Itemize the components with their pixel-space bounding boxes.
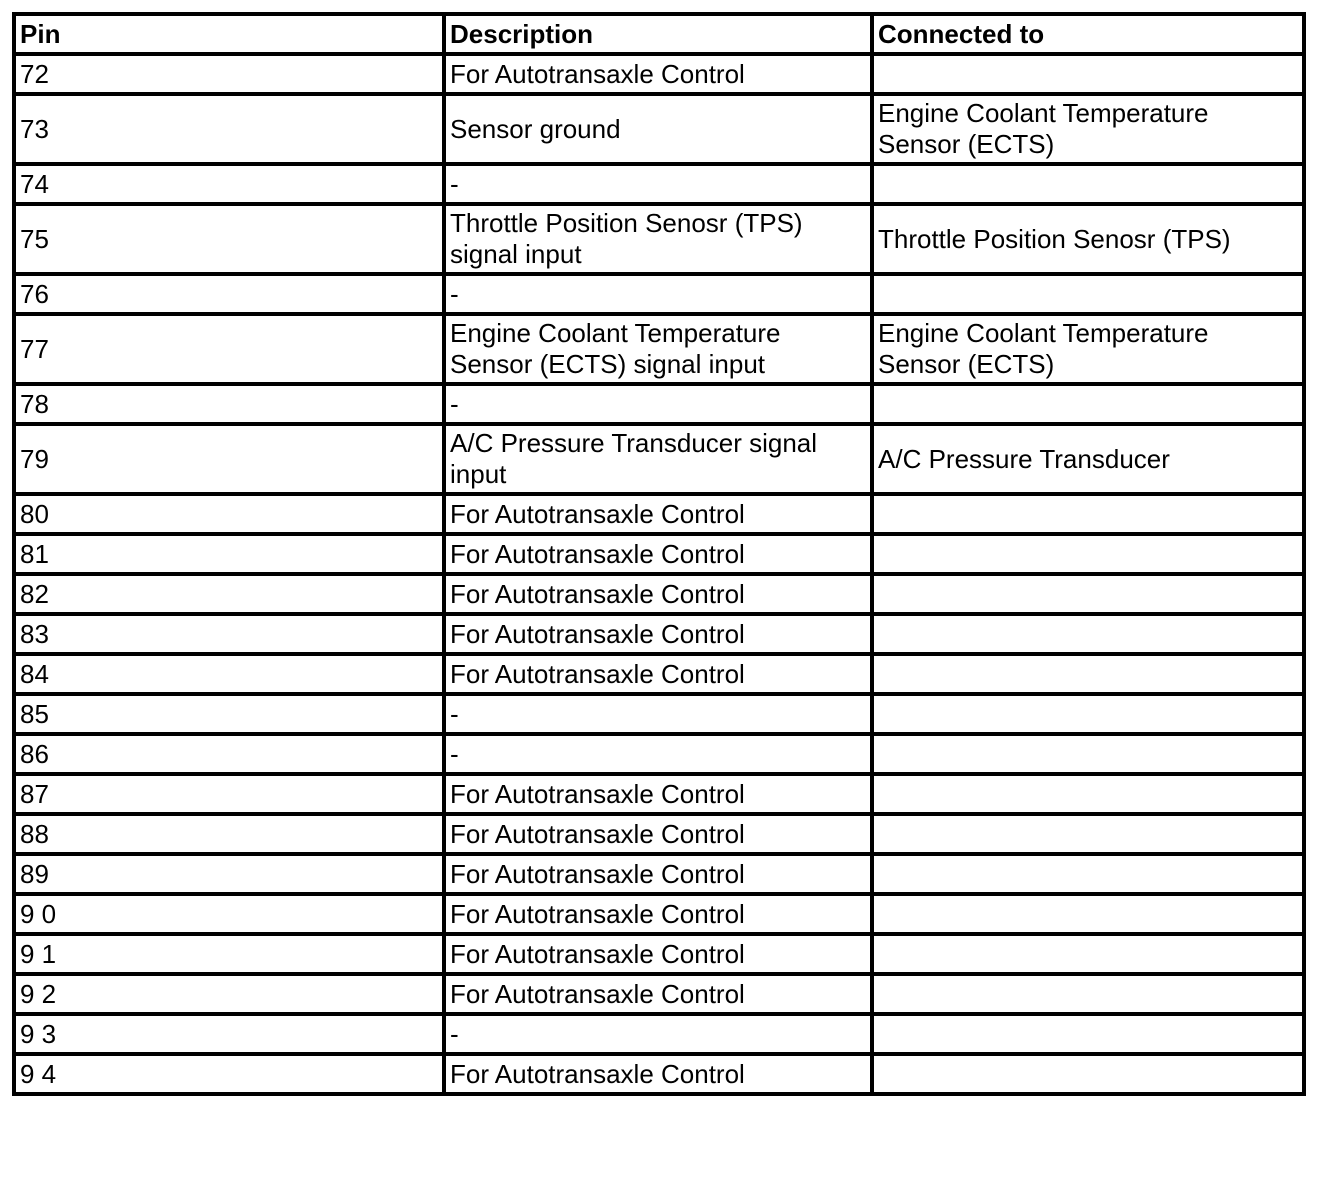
table-row — [14, 314, 1304, 384]
table-row — [14, 534, 1304, 574]
description-cell: For Autotransaxle Control — [444, 894, 872, 934]
pin-cell: 89 — [14, 854, 444, 894]
pin-cell: 86 — [14, 734, 444, 774]
connected-cell — [872, 814, 1304, 854]
description-cell: For Autotransaxle Control — [444, 534, 872, 574]
pin-cell: 81 — [14, 534, 444, 574]
table-row — [14, 1054, 1304, 1094]
table-row — [14, 204, 1304, 274]
description-cell: Engine Coolant Temperature Sensor (ECTS) signal input — [444, 314, 872, 384]
connected-cell — [872, 1014, 1304, 1054]
description-cell: For Autotransaxle Control — [444, 974, 872, 1014]
table-row — [14, 614, 1304, 654]
table-row — [14, 54, 1304, 94]
table-row — [14, 854, 1304, 894]
pin-cell: 83 — [14, 614, 444, 654]
pin-cell: 85 — [14, 694, 444, 734]
description-cell: For Autotransaxle Control — [444, 934, 872, 974]
table-row — [14, 94, 1304, 164]
connected-cell: Throttle Position Senosr (TPS) — [872, 204, 1304, 274]
description-cell: - — [444, 384, 872, 424]
description-cell: - — [444, 734, 872, 774]
description-cell: For Autotransaxle Control — [444, 54, 872, 94]
description-cell: For Autotransaxle Control — [444, 1054, 872, 1094]
description-cell: A/C Pressure Transducer signal input — [444, 424, 872, 494]
description-cell: Sensor ground — [444, 94, 872, 164]
table-row — [14, 384, 1304, 424]
connected-cell — [872, 654, 1304, 694]
connected-cell — [872, 854, 1304, 894]
description-cell: For Autotransaxle Control — [444, 614, 872, 654]
pin-cell: 77 — [14, 314, 444, 384]
connected-cell — [872, 894, 1304, 934]
pin-cell: 74 — [14, 164, 444, 204]
connected-cell — [872, 934, 1304, 974]
table-row — [14, 694, 1304, 734]
description-cell: For Autotransaxle Control — [444, 774, 872, 814]
pin-cell: 87 — [14, 774, 444, 814]
table-row — [14, 424, 1304, 494]
pin-cell: 72 — [14, 54, 444, 94]
table-row — [14, 1014, 1304, 1054]
connected-cell — [872, 54, 1304, 94]
connected-cell — [872, 384, 1304, 424]
description-cell: For Autotransaxle Control — [444, 814, 872, 854]
description-cell: Throttle Position Senosr (TPS) signal input — [444, 204, 872, 274]
pin-cell: 9 3 — [14, 1014, 444, 1054]
table-header-row — [14, 14, 1304, 54]
description-cell: - — [444, 274, 872, 314]
pin-cell: 76 — [14, 274, 444, 314]
description-cell: - — [444, 694, 872, 734]
description-cell: - — [444, 1014, 872, 1054]
table-row — [14, 574, 1304, 614]
table-row — [14, 164, 1304, 204]
pin-cell: 79 — [14, 424, 444, 494]
table-row — [14, 934, 1304, 974]
pin-cell: 9 0 — [14, 894, 444, 934]
description-cell: For Autotransaxle Control — [444, 654, 872, 694]
description-cell: For Autotransaxle Control — [444, 574, 872, 614]
table-row — [14, 974, 1304, 1014]
connected-cell — [872, 164, 1304, 204]
connected-cell — [872, 974, 1304, 1014]
pin-cell: 75 — [14, 204, 444, 274]
table-row — [14, 494, 1304, 534]
header-description: Description — [444, 14, 872, 54]
connected-cell — [872, 534, 1304, 574]
pin-cell: 84 — [14, 654, 444, 694]
connected-cell: A/C Pressure Transducer — [872, 424, 1304, 494]
connected-cell — [872, 574, 1304, 614]
description-cell: For Autotransaxle Control — [444, 494, 872, 534]
pin-table — [12, 12, 1306, 1096]
table-row — [14, 894, 1304, 934]
pin-cell: 80 — [14, 494, 444, 534]
table-row — [14, 274, 1304, 314]
connected-cell: Engine Coolant Temperature Sensor (ECTS) — [872, 94, 1304, 164]
pin-cell: 9 2 — [14, 974, 444, 1014]
connected-cell — [872, 1054, 1304, 1094]
description-cell: - — [444, 164, 872, 204]
table-row — [14, 774, 1304, 814]
pin-cell: 78 — [14, 384, 444, 424]
header-connected-to: Connected to — [872, 14, 1304, 54]
connected-cell — [872, 274, 1304, 314]
connected-cell: Engine Coolant Temperature Sensor (ECTS) — [872, 314, 1304, 384]
table-row — [14, 814, 1304, 854]
connected-cell — [872, 494, 1304, 534]
pin-cell: 9 4 — [14, 1054, 444, 1094]
connected-cell — [872, 614, 1304, 654]
description-cell: For Autotransaxle Control — [444, 854, 872, 894]
header-pin: Pin — [14, 14, 444, 54]
connected-cell — [872, 734, 1304, 774]
table-row — [14, 654, 1304, 694]
table-row — [14, 734, 1304, 774]
connected-cell — [872, 694, 1304, 734]
pin-cell: 73 — [14, 94, 444, 164]
pin-cell: 82 — [14, 574, 444, 614]
connected-cell — [872, 774, 1304, 814]
pin-cell: 88 — [14, 814, 444, 854]
pin-cell: 9 1 — [14, 934, 444, 974]
